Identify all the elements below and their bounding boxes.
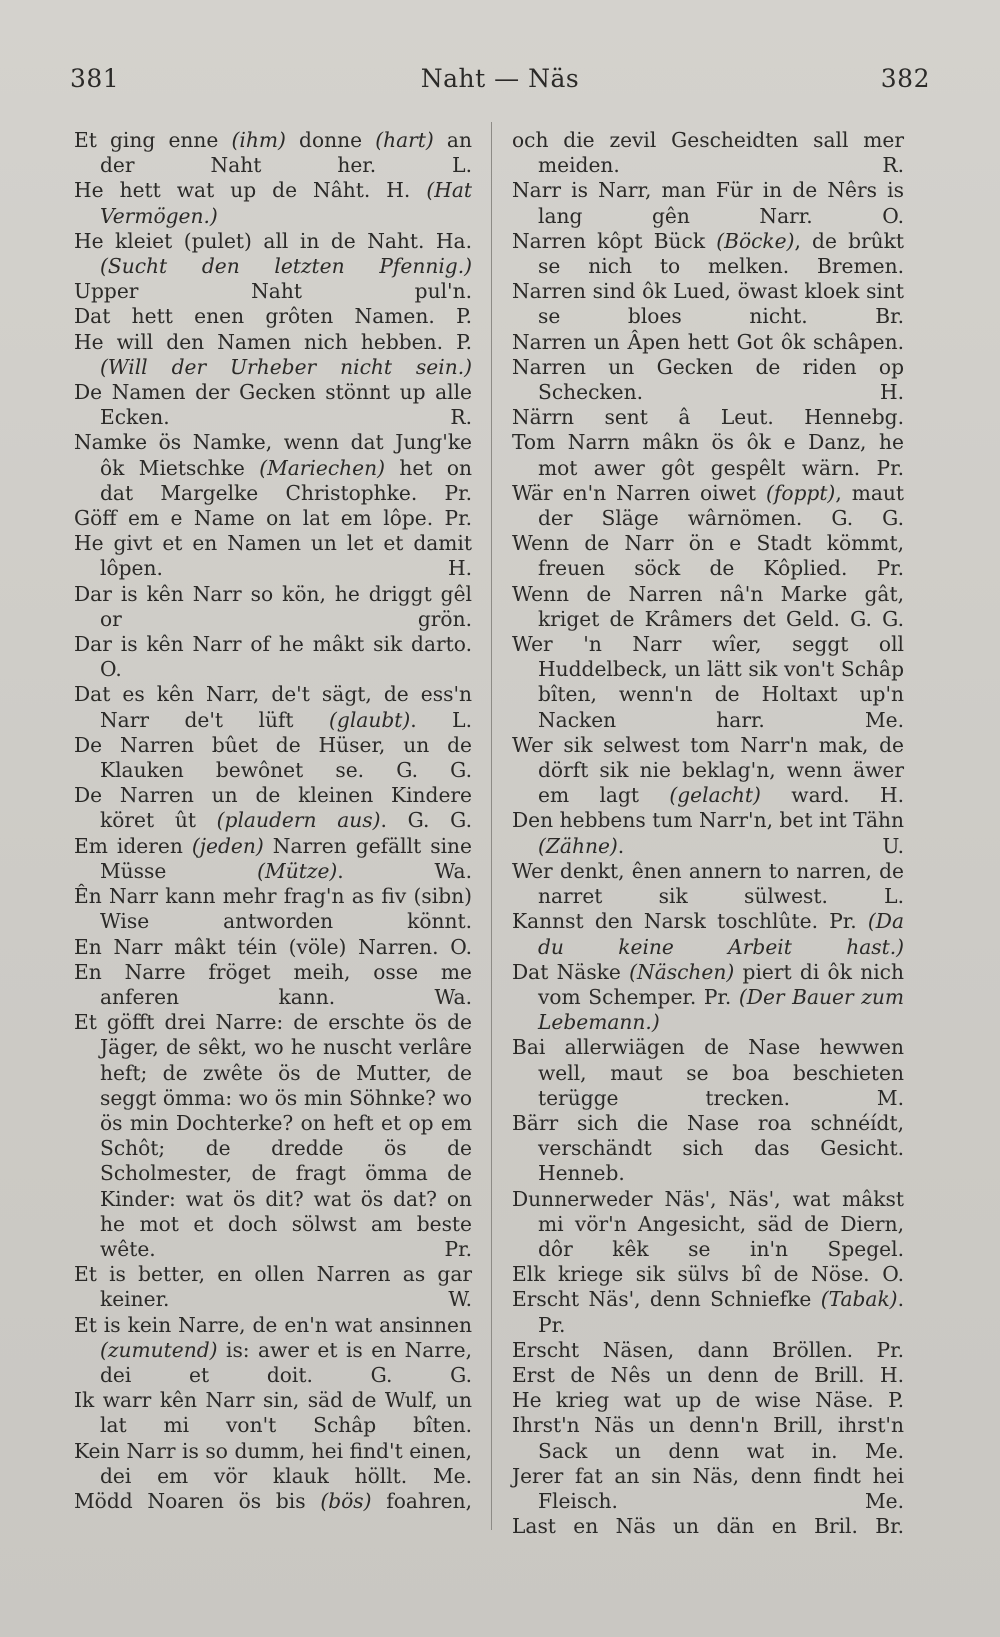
proverb-entry — [74, 1010, 472, 1262]
page-number-right: 382 — [880, 64, 930, 93]
proverb-entry — [74, 1313, 472, 1389]
entry-text: Dat es kên Narr, de't sägt, de ess'n Narr de't lüft — [74, 682, 472, 732]
proverb-entry — [74, 380, 472, 430]
proverb-entry — [512, 960, 904, 1036]
right-column — [512, 128, 904, 1539]
proverb-entry — [512, 859, 904, 909]
proverb-entry — [74, 229, 472, 279]
entry-text: Mödd Noaren ös bis — [74, 1488, 321, 1513]
entry-text: Bärr sich die Nase roa schnéídt, verschändt sich das Gesicht. Henneb. — [512, 1110, 904, 1186]
gloss-text: (foppt) — [765, 480, 836, 505]
entry-text: De Narren bûet de Hüser, un de Klauken bewônet se. G. G. — [74, 732, 472, 783]
proverb-entry — [512, 733, 904, 809]
running-header — [70, 64, 930, 104]
entry-text: . U. — [617, 833, 904, 858]
gloss-text: (Da du keine Arbeit hast.) — [538, 909, 904, 959]
entry-text: Dat Näske — [512, 959, 630, 984]
proverb-entry — [512, 1338, 904, 1363]
entry-text: Närrn sent â Leut. Hennebg. — [512, 405, 904, 430]
entry-text: Namke ös Namke, wenn dat Jung'ke ôk Mietschke — [74, 430, 472, 480]
proverb-entry — [74, 632, 472, 682]
entry-text: Den hebbens tum Narr'n, bet int Tähn — [512, 808, 904, 833]
entry-text: Dat hett enen grôten Namen. P. — [74, 304, 472, 329]
entry-text: , maut der Släge wârnömen. G. G. — [538, 480, 904, 531]
gloss-text: (Hat Vermögen.) — [100, 178, 472, 228]
entry-text: Upper Naht pul'n. — [74, 279, 472, 304]
proverb-entry — [512, 481, 904, 531]
proverb-entry — [512, 1363, 904, 1388]
proverb-entry — [74, 1388, 472, 1438]
gloss-text: (Näschen) — [629, 959, 735, 984]
entry-text: Bai allerwiägen de Nase hewwen well, maut se boa beschieten terügge trecken. M. — [512, 1035, 904, 1110]
page-number-left: 381 — [70, 64, 120, 93]
proverb-entry — [512, 1413, 904, 1463]
proverb-entry — [74, 304, 472, 329]
entry-text: Dar is kên Narr of he mâkt sik darto. O. — [74, 632, 472, 682]
gloss-text: (Mütze) — [257, 858, 338, 883]
proverb-entry — [74, 330, 472, 380]
proverb-entry — [512, 1287, 904, 1337]
entry-text: het on dat Margelke Christophke. Pr. — [100, 455, 472, 505]
gloss-text: (Mariechen) — [259, 455, 385, 480]
gloss-text: (Böcke) — [716, 228, 795, 253]
running-title: Naht — Näs — [420, 64, 580, 93]
entry-text: is: awer et is en Narre, dei et doit. G. G. — [100, 1337, 472, 1387]
entry-text: Göff em e Name on lat em lôpe. Pr. — [74, 506, 472, 531]
entry-text: . Pr. — [538, 1287, 904, 1337]
entry-text: He hett wat up de Nâht. H. — [74, 178, 427, 203]
proverb-entry — [512, 279, 904, 329]
left-column — [74, 128, 472, 1514]
entry-text: foahren, — [371, 1488, 472, 1513]
entry-text: Narren un Gecken de riden op Schecken. H. — [512, 354, 904, 405]
proverb-entry — [74, 960, 472, 1010]
entry-text: Dar is kên Narr so kön, he driggt gêl or grön. — [74, 581, 472, 631]
gloss-text: (Sucht den letzten Pfennig.) — [100, 254, 472, 279]
entry-text: He will den Namen nich hebben. P. — [74, 329, 472, 354]
gloss-text: (Will der Urheber nicht sein.) — [100, 354, 472, 379]
entry-text: Narr is Narr, man Für in de Nêrs is lang gên Narr. O. — [512, 178, 904, 228]
proverb-entry — [512, 909, 904, 959]
proverb-entry — [512, 178, 904, 228]
entry-text: Ihrst'n Näs un denn'n Brill, ihrst'n Sack un denn wat in. Me. — [512, 1413, 904, 1463]
proverb-entry — [74, 1439, 472, 1489]
entry-text: . L. — [410, 707, 472, 732]
entry-text: . Wa. — [337, 858, 472, 883]
entry-text: Wenn de Narren nâ'n Marke gât, kriget de Krâmers det Geld. G. G. — [512, 581, 904, 631]
proverb-entry — [512, 430, 904, 480]
entry-text: och die zevil Gescheidten sall mer meiden. R. — [512, 128, 904, 178]
entry-text: Et is better, en ollen Narren as gar keiner. W. — [74, 1262, 472, 1312]
entry-text: Tom Narrn mâkn ös ôk e Danz, he mot awer gôt gespêlt wärn. Pr. — [512, 430, 904, 480]
proverb-entry — [512, 1514, 904, 1539]
proverb-entry — [512, 1388, 904, 1413]
entry-text: Ik warr kên Narr sin, säd de Wulf, un lat mi von't Schâp bîten. — [74, 1388, 472, 1438]
entry-text: an der Naht her. L. — [100, 128, 472, 178]
entry-text: He givt et en Namen un let et damit lôpen. H. — [74, 531, 472, 581]
entry-text: Erscht Näsen, dann Bröllen. Pr. — [512, 1337, 904, 1362]
entry-text: . G. G. — [380, 808, 472, 833]
entry-text: Wer 'n Narr wîer, seggt oll Huddelbeck, un lätt sik von't Schâp bîten, wenn'n de Holtaxt up'n Nacken harr. Me. — [512, 632, 904, 732]
proverb-entry — [512, 531, 904, 581]
entry-text: He krieg wat up de wise Näse. P. — [512, 1388, 904, 1413]
proverb-entry — [74, 1489, 472, 1514]
proverb-entry — [512, 582, 904, 632]
entry-text: Narren kôpt Bück — [512, 228, 717, 253]
proverb-entry — [512, 808, 904, 858]
proverb-entry — [74, 1262, 472, 1312]
entry-text: Et ging enne — [74, 128, 232, 152]
proverb-entry — [74, 783, 472, 833]
entry-text: Ên Narr kann mehr frag'n as fiv (sibn) Wise antworden könnt. — [74, 884, 472, 934]
proverb-entry — [512, 1035, 904, 1111]
entry-text: Narren sind ôk Lued, öwast kloek sint se bloes nicht. Br. — [512, 279, 904, 329]
entry-text: Erscht Näs', denn Schniefke — [512, 1287, 821, 1312]
proverb-entry — [512, 1464, 904, 1514]
entry-text: ward. H. — [760, 783, 904, 808]
proverb-entry — [512, 355, 904, 405]
entry-text: Erst de Nês un denn de Brill. H. — [512, 1362, 904, 1387]
entry-text: De Namen der Gecken stönnt up alle Ecken. R. — [74, 380, 472, 430]
proverb-entry — [74, 279, 472, 304]
entry-text: Wer sik selwest tom Narr'n mak, de dörft sik nie beklag'n, wenn äwer em lagt — [512, 732, 904, 808]
entry-text: Et is kein Narre, de en'n wat ansinnen — [74, 1312, 472, 1337]
proverb-entry — [74, 834, 472, 884]
proverb-entry — [74, 582, 472, 632]
proverb-entry — [74, 531, 472, 581]
proverb-entry — [74, 884, 472, 934]
proverb-entry — [74, 128, 472, 178]
proverb-entry — [512, 330, 904, 355]
proverb-entry — [512, 1111, 904, 1187]
entry-text: Wer denkt, ênen annern to narren, de narret sik sülwest. L. — [512, 858, 904, 909]
entry-text: Kannst den Narsk toschlûte. Pr. — [512, 909, 868, 934]
entry-text: donne — [285, 128, 376, 152]
proverb-entry — [74, 178, 472, 228]
entry-text: Wär en'n Narren oiwet — [512, 480, 766, 505]
column-divider — [491, 122, 492, 1530]
gloss-text: (gelacht) — [669, 783, 761, 808]
entry-text: En Narre fröget meih, osse me anferen kann. Wa. — [74, 959, 472, 1009]
entry-text: De Narren un de kleinen Kindere köret ût — [74, 783, 472, 833]
entry-text: Last en Näs un dän en Bril. Br. — [512, 1514, 904, 1539]
entry-text: En Narr mâkt téin (völe) Narren. O. — [74, 934, 472, 959]
proverb-entry — [74, 935, 472, 960]
gloss-text: (Zähne) — [538, 833, 618, 858]
entry-text: , de brûkt se nich to melken. Bremen. — [538, 228, 904, 279]
proverb-entry — [512, 229, 904, 279]
entry-text: Narren gefällt sine Müsse — [100, 833, 473, 883]
gloss-text: (hart) — [375, 128, 434, 152]
proverb-entry — [512, 1262, 904, 1287]
entry-text: Et göfft drei Narre: de erschte ös de Jäger, de sêkt, wo he nuscht verlâre heft; de zwête ös de Mutter, de seggt ömma: wo ös min Söhnke? wo ös min Dochterke? on heft et op em Schôt; de dredde ös de Scholmester, de fragt ömma de Kinder: wat ös dit? wat ös dat? on he mot et doch sölwst am beste wête. Pr. — [74, 1010, 472, 1261]
gloss-text: (Tabak) — [820, 1287, 898, 1312]
gloss-text: (glaubt) — [329, 707, 411, 732]
gloss-text: (ihm) — [231, 128, 286, 152]
entry-text: Narren un Âpen hett Got ôk schâpen. — [512, 329, 904, 354]
entry-text: Elk kriege sik sülvs bî de Nöse. O. — [512, 1262, 904, 1287]
entry-text: Kein Narr is so dumm, hei find't einen, dei em vör klauk höllt. Me. — [74, 1438, 472, 1488]
proverb-entry — [74, 733, 472, 783]
proverb-entry — [512, 128, 904, 178]
proverb-entry — [512, 405, 904, 430]
proverb-entry — [512, 1187, 904, 1263]
entry-text: Em ideren — [74, 833, 192, 858]
gloss-text: (jeden) — [191, 833, 264, 858]
gloss-text: (plaudern aus) — [216, 808, 381, 833]
proverb-entry — [512, 632, 904, 733]
proverb-entry — [74, 682, 472, 732]
entry-text: piert di ôk nich vom Schemper. Pr. — [538, 959, 904, 1009]
gloss-text: (zumutend) — [100, 1337, 218, 1362]
proverb-entry — [74, 430, 472, 506]
entry-text: He kleiet (pulet) all in de Naht. Ha. — [74, 228, 472, 253]
gloss-text: (bös) — [320, 1488, 372, 1513]
entry-text: Wenn de Narr ön e Stadt kömmt, freuen söck de Kôplied. Pr. — [512, 531, 904, 581]
gloss-text: (Der Bauer zum Lebemann.) — [538, 984, 905, 1035]
entry-text: Dunnerweder Näs', Näs', wat mâkst mi vör'n Angesicht, säd de Diern, dôr kêk se in'n Spegel. — [512, 1186, 904, 1261]
proverb-entry — [74, 506, 472, 531]
entry-text: Jerer fat an sin Näs, denn findt hei Fleisch. Me. — [512, 1463, 904, 1513]
